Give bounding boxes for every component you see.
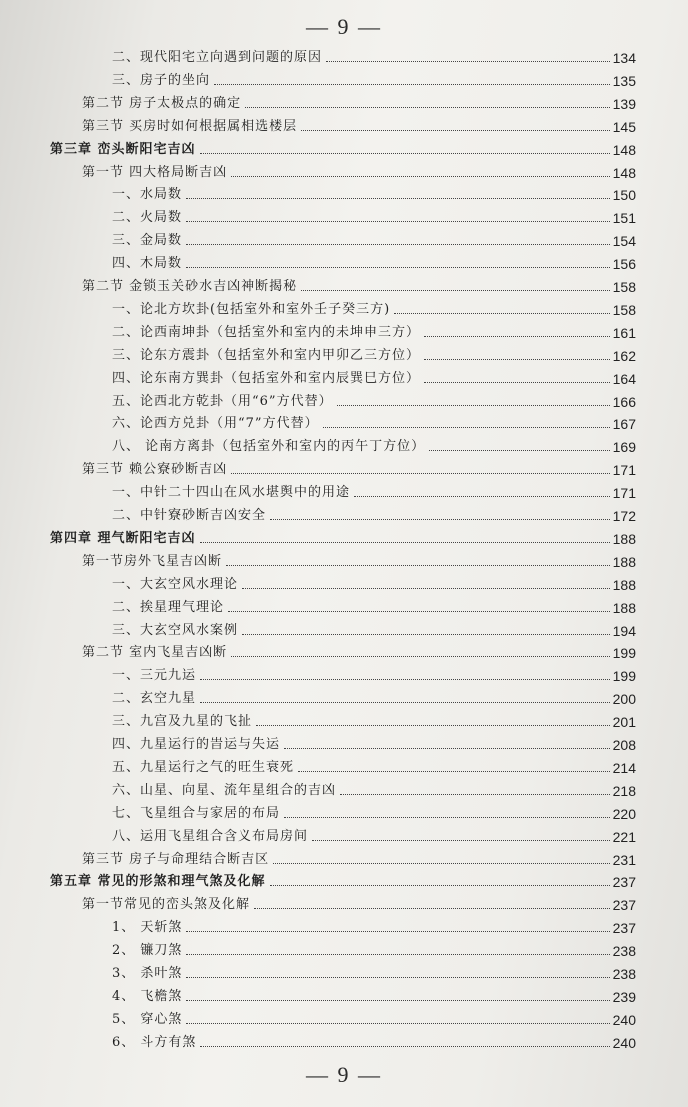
toc-entry-page: 166 xyxy=(612,393,636,410)
toc-entry xyxy=(50,868,636,890)
dot-leader xyxy=(270,519,610,520)
toc-entry xyxy=(112,410,636,432)
toc-entry-page: 148 xyxy=(612,164,636,181)
toc-entry-title: 一、中针二十四山在风水堪舆中的用途 xyxy=(112,485,351,501)
toc-entry-page: 188 xyxy=(612,553,636,570)
toc-entry-title: 三、论东方震卦（包括室外和室内甲卯乙三方位） xyxy=(112,347,421,363)
dot-leader xyxy=(340,794,610,795)
dot-leader xyxy=(186,977,609,978)
toc-entry xyxy=(112,181,636,203)
toc-entry-page: 201 xyxy=(612,714,636,731)
toc-entry-title: 第三节 房子与命理结合断吉区 xyxy=(82,851,270,867)
toc-entry xyxy=(82,456,636,478)
toc-entry-title: 一、水局数 xyxy=(112,187,183,203)
toc-entry xyxy=(112,296,636,318)
dot-leader xyxy=(354,496,610,497)
dot-leader xyxy=(214,84,610,85)
toc-entry-title: 二、火局数 xyxy=(112,210,183,226)
toc-entry-title: 一、三元九运 xyxy=(112,668,197,684)
toc-entry-title: 第一节 四大格局断吉凶 xyxy=(82,164,228,180)
toc-entry-title: 第五章 常见的形煞和理气煞及化解 xyxy=(50,874,266,890)
toc-entry-title: 六、山星、向星、流年星组合的吉凶 xyxy=(112,782,337,798)
dot-leader xyxy=(186,198,610,199)
dot-leader xyxy=(424,336,610,337)
toc-entry-page: 169 xyxy=(612,439,636,456)
toc-entry-page: 240 xyxy=(612,1034,636,1051)
toc-entry xyxy=(112,937,636,959)
page-number-bottom: — 9 — xyxy=(306,1062,382,1087)
toc-entry-page: 158 xyxy=(612,279,636,295)
dot-leader xyxy=(242,588,610,589)
toc-entry xyxy=(112,479,636,501)
toc-entry xyxy=(112,800,636,822)
toc-entry xyxy=(112,754,636,776)
toc-entry-title: 二、中针寮砂断吉凶安全 xyxy=(112,508,267,523)
toc-entry-page: 134 xyxy=(612,50,636,66)
toc-entry xyxy=(112,67,636,89)
toc-entry-page: 231 xyxy=(612,851,636,868)
toc-entry xyxy=(112,777,636,799)
toc-entry xyxy=(112,960,636,982)
dot-leader xyxy=(186,267,610,268)
toc-entry-title: 三、九宫及九星的飞扯 xyxy=(112,714,253,730)
toc-entry-page: 164 xyxy=(612,370,636,387)
dot-leader xyxy=(242,634,610,635)
dot-leader xyxy=(186,931,609,932)
toc-entry-page: 214 xyxy=(612,759,636,776)
dot-leader xyxy=(186,954,609,955)
dot-leader xyxy=(231,656,610,657)
dot-leader xyxy=(394,313,609,314)
toc-entry xyxy=(50,136,636,158)
dot-leader xyxy=(226,565,610,566)
dot-leader xyxy=(424,382,610,383)
dot-leader xyxy=(256,725,610,726)
toc-entry xyxy=(112,433,636,455)
toc-entry xyxy=(112,983,636,1005)
toc-entry xyxy=(112,44,636,66)
toc-entry xyxy=(112,685,636,707)
dot-leader xyxy=(200,679,610,680)
dot-leader xyxy=(323,427,610,428)
toc-entry xyxy=(112,617,636,639)
dot-leader xyxy=(186,1000,609,1001)
toc-entry-title: 二、玄空九星 xyxy=(112,691,197,707)
toc-entry xyxy=(112,388,636,410)
toc-entry-page: 162 xyxy=(612,347,636,364)
toc-entry xyxy=(112,319,636,341)
toc-entry-title: 第三章 峦头断阳宅吉凶 xyxy=(50,141,196,157)
toc-entry-page: 172 xyxy=(612,508,636,524)
dot-leader xyxy=(429,450,610,451)
dot-leader xyxy=(186,221,610,222)
dot-leader xyxy=(186,244,610,245)
dot-leader xyxy=(231,176,610,177)
dot-leader xyxy=(200,702,610,703)
toc-entry-title: 二、现代阳宅立向遇到问题的原因 xyxy=(112,50,323,65)
toc-entry-title: 五、论西北方乾卦（用“6”方代替） xyxy=(112,393,333,409)
dot-leader xyxy=(270,885,610,886)
dot-leader xyxy=(424,359,610,360)
toc-entry-title: 第一节常见的峦头煞及化解 xyxy=(82,897,251,913)
toc-entry xyxy=(82,159,636,181)
toc-entry xyxy=(82,846,636,868)
toc-entry-page: 145 xyxy=(612,118,636,135)
toc-entry-page: 199 xyxy=(612,645,636,662)
toc-entry xyxy=(112,502,636,524)
toc-entry-page: 237 xyxy=(612,897,636,914)
toc-entry-page: 237 xyxy=(612,920,636,937)
dot-leader xyxy=(200,153,610,154)
toc-entry-page: 194 xyxy=(612,622,636,639)
toc-entry-page: 238 xyxy=(612,943,636,960)
toc-entry-page: 240 xyxy=(612,1011,636,1028)
toc-entry xyxy=(112,342,636,364)
toc-entry xyxy=(112,662,636,684)
toc-entry-title: 六、论西方兑卦（用“7”方代替） xyxy=(112,416,319,432)
toc-entry-title: 三、大玄空风水案例 xyxy=(112,622,239,638)
toc-entry-title: 第三节 赖公寮砂断吉凶 xyxy=(82,462,228,478)
toc-entry xyxy=(82,891,636,913)
toc-entry xyxy=(82,639,636,661)
toc-entry xyxy=(112,1006,636,1028)
toc-entry-page: 154 xyxy=(612,233,636,250)
toc-entry-page: 171 xyxy=(612,462,636,479)
toc-entry-title: 5、 穿心煞 xyxy=(112,1011,183,1027)
toc-entry xyxy=(112,571,636,593)
toc-entry xyxy=(112,914,636,936)
dot-leader xyxy=(273,863,610,864)
toc-entry-title: 三、金局数 xyxy=(112,233,183,249)
toc-entry xyxy=(82,113,636,135)
toc-entry-title: 二、论西南坤卦（包括室外和室内的未坤申三方） xyxy=(112,324,421,340)
toc-entry xyxy=(112,250,636,272)
toc-entry-title: 一、大玄空风水理论 xyxy=(112,576,239,592)
toc-entry-title: 第四章 理气断阳宅吉凶 xyxy=(50,530,196,546)
dot-leader xyxy=(284,817,610,818)
toc-entry-title: 6、 斗方有煞 xyxy=(112,1034,197,1050)
toc-entry-page: 239 xyxy=(612,988,636,1005)
toc-entry-page: 148 xyxy=(612,141,636,158)
toc-entry-page: 208 xyxy=(612,737,636,753)
toc-entry-page: 151 xyxy=(612,210,636,227)
toc-entry xyxy=(82,273,636,295)
toc-entry-title: 一、论北方坎卦(包括室外和室外壬子癸三方) xyxy=(112,301,391,317)
toc-entry xyxy=(112,365,636,387)
dot-leader xyxy=(284,748,610,749)
toc-entry-title: 八、运用飞星组合含义布局房间 xyxy=(112,828,309,844)
dot-leader xyxy=(200,542,610,543)
dot-leader xyxy=(245,107,610,108)
toc-entry-page: 218 xyxy=(612,782,636,799)
toc-entry-title: 4、 飞檐煞 xyxy=(112,988,183,1004)
dot-leader xyxy=(200,1046,609,1047)
toc-entry-title: 第二节 房子太极点的确定 xyxy=(82,95,242,111)
toc-entry-title: 八、 论南方离卦（包括室外和室内的丙午丁方位） xyxy=(112,439,426,455)
toc-entry-title: 五、九星运行之气的旺生衰死 xyxy=(112,759,295,775)
toc-entry-title: 2、 镰刀煞 xyxy=(112,943,183,959)
dot-leader xyxy=(228,611,610,612)
toc-entry-title: 3、 杀叶煞 xyxy=(112,966,183,981)
dot-leader xyxy=(337,405,610,406)
toc-entry-title: 第二节 室内飞星吉凶断 xyxy=(82,645,228,661)
toc-entry-page: 161 xyxy=(612,324,636,341)
dot-leader xyxy=(326,61,610,62)
toc-entry-title: 三、房子的坐向 xyxy=(112,72,211,88)
toc-entry xyxy=(112,204,636,226)
toc-entry-page: 156 xyxy=(612,256,636,273)
toc-entry-page: 188 xyxy=(612,576,636,593)
toc-entry-page: 199 xyxy=(612,668,636,685)
toc-entry-title: 第一节房外飞星吉凶断 xyxy=(82,553,223,569)
dot-leader xyxy=(312,840,610,841)
toc-entry xyxy=(50,525,636,547)
dot-leader xyxy=(301,130,610,131)
dot-leader xyxy=(298,771,610,772)
page-number-top: — 9 — xyxy=(306,14,382,39)
toc-entry xyxy=(82,548,636,570)
toc-entry xyxy=(112,731,636,753)
toc-entry-title: 七、飞星组合与家居的布局 xyxy=(112,805,281,821)
toc-entry-page: 238 xyxy=(612,966,636,982)
toc-entry xyxy=(112,823,636,845)
toc-entry xyxy=(112,708,636,730)
toc-entry xyxy=(112,227,636,249)
toc-entry-page: 135 xyxy=(612,72,636,89)
toc-entry-page: 139 xyxy=(612,95,636,112)
toc-entry-title: 四、木局数 xyxy=(112,256,183,272)
dot-leader xyxy=(254,908,610,909)
toc-entry-page: 221 xyxy=(612,828,636,845)
toc-entry-page: 158 xyxy=(612,301,636,318)
toc-entry xyxy=(112,1029,636,1051)
toc-entry xyxy=(82,90,636,112)
dot-leader xyxy=(186,1023,609,1024)
dot-leader xyxy=(231,473,610,474)
toc-entry-page: 188 xyxy=(612,599,636,616)
toc-entry-page: 220 xyxy=(612,805,636,822)
toc-entry-page: 167 xyxy=(612,416,636,433)
toc-entry-title: 四、九星运行的旹运与失运 xyxy=(112,737,281,752)
toc-entry-title: 第三节 买房时如何根据属相选楼层 xyxy=(82,118,298,134)
toc-entry-page: 188 xyxy=(612,530,636,547)
toc-entry-title: 第二节 金锁玉关砂水吉凶神断揭秘 xyxy=(82,279,298,294)
toc-entry-page: 237 xyxy=(612,874,636,891)
toc-entry-title: 1、 天斩煞 xyxy=(112,920,183,936)
toc-entry xyxy=(112,594,636,616)
toc-entry-page: 150 xyxy=(612,187,636,204)
toc-entry-page: 171 xyxy=(612,485,636,502)
toc-entry-title: 四、论东南方巽卦（包括室外和室内辰巽巳方位） xyxy=(112,370,421,386)
toc-entry-page: 200 xyxy=(612,691,636,708)
toc-entry-title: 二、挨星理气理论 xyxy=(112,599,225,615)
dot-leader xyxy=(301,290,610,291)
